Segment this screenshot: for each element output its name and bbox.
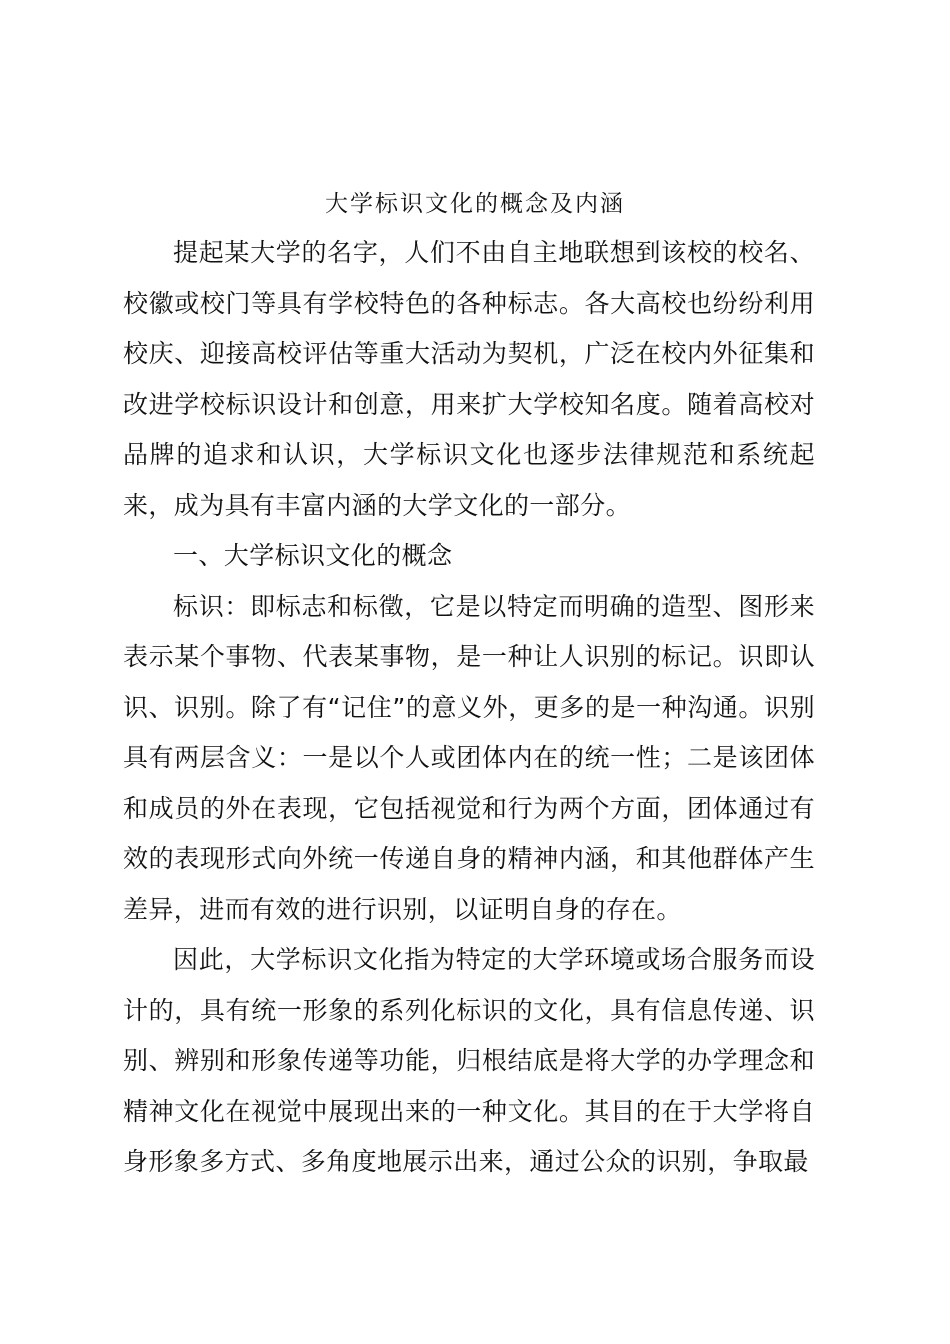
conclusion-paragraph: 因此，大学标识文化指为特定的大学环境或场合服务而设计的，具有统一形象的系列化标识的文化，具有信息传递、识别、辨别和形象传递等功能，归根结底是将大学的办学理念和精神文化在视觉中展现出来的一种文化。其目的在于大学将自身形象多方式、多角度地展示出来，通过公众的识别，争取最 [123,945,815,1176]
definition-paragraph: 标识：即标志和标徵，它是以特定而明确的造型、图形来表示某个事物、代表某事物，是一种让人识别的标记。识即认识、识别。除了有“记住”的意义外，更多的是一种沟通。识别具有两层含义：一是以个人或团体内在的统一性；二是该团体和成员的外在表现，它包括视觉和行为两个方面，团体通过有效的表现形式向外统一传递自身的精神内涵，和其他群体产生差异，进而有效的进行识别，以证明自身的存在。 [123,591,815,924]
document-title: 大学标识文化的概念及内涵 [325,191,625,217]
intro-paragraph: 提起某大学的名字，人们不由自主地联想到该校的校名、校徽或校门等具有学校特色的各种标志。各大高校也纷纷利用校庆、迎接高校评估等重大活动为契机，广泛在校内外征集和改进学校标识设计和创意，用来扩大学校知名度。随着高校对品牌的追求和认识，大学标识文化也逐步法律规范和系统起来，成为具有丰富内涵的大学文化的一部分。 [123,238,815,520]
document-body [123,228,815,1188]
section-heading: 一、大学标识文化的概念 [173,541,453,570]
